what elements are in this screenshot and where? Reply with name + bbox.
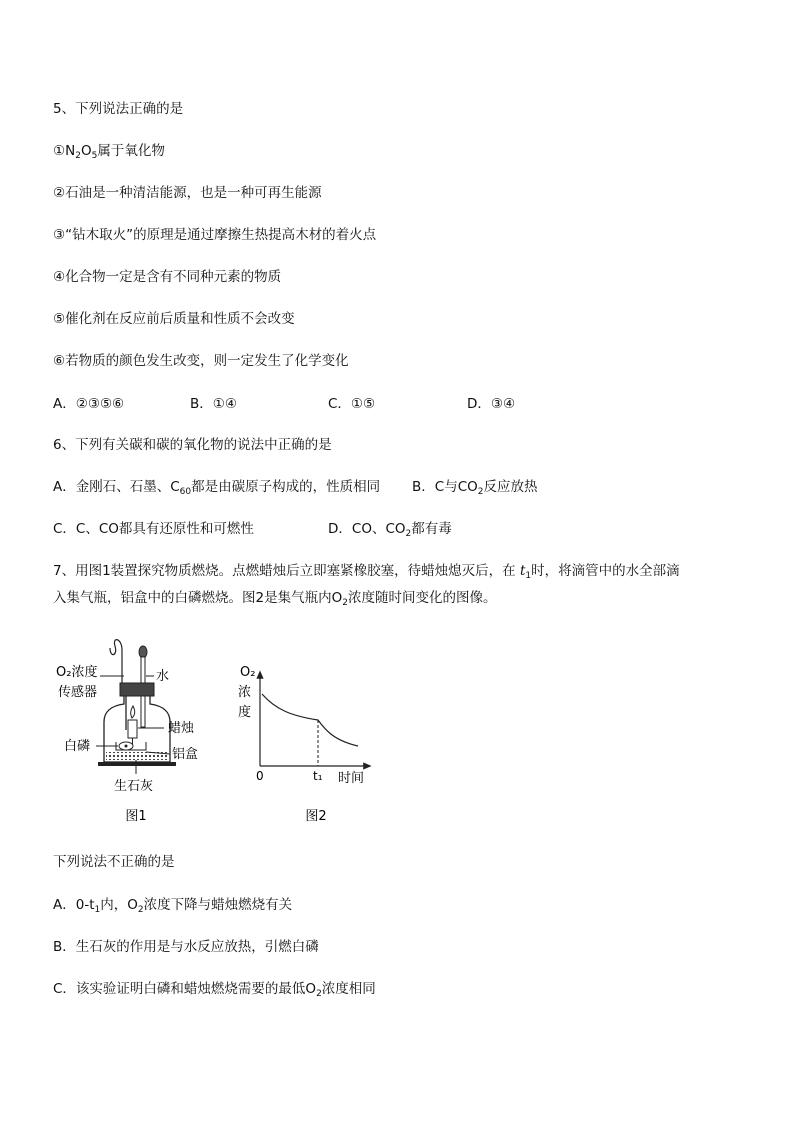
q5-statement-4: ④化合物一定是含有不同种元素的物质 <box>53 269 282 285</box>
q7-stem-line-1: 7、用图1装置探究物质燃烧。点燃蜡烛后立即塞紧橡胶塞，待蜡烛熄灭后，在 $t_1$时，将滴管中的水全部滴 <box>53 563 680 581</box>
y-label-nong: 浓 <box>238 685 252 700</box>
q5-statement-3: ③“钻木取火”的原理是通过摩擦生热提高木材的着火点 <box>53 227 377 243</box>
label-candle: 蜡烛 <box>168 721 195 736</box>
q7-sub-stem: 下列说法不正确的是 <box>53 854 175 870</box>
candle-flame-icon <box>131 706 135 718</box>
q6-stem: 6、下列有关碳和碳的氧化物的说法中正确的是 <box>53 437 332 453</box>
q6-option-d: D．CO、$CO_2$都有毒 <box>328 521 452 539</box>
label-aluminum-box: 铝盒 <box>172 747 199 762</box>
q6-option-c: C．C、CO都具有还原性和可燃性 <box>53 521 254 537</box>
q5-statement-6: ⑥若物质的颜色发生改变，则一定发生了化学变化 <box>53 353 349 369</box>
o2-curve <box>262 694 358 746</box>
figure-1-caption: 图1 <box>125 809 147 824</box>
figure-2-graph <box>232 656 380 828</box>
x-label-time: 时间 <box>338 771 365 786</box>
rubber-stopper <box>120 683 154 696</box>
y-label-du: 度 <box>238 705 252 720</box>
label-sensor: 传感器 <box>58 685 98 700</box>
phosphorus-dot <box>125 745 128 748</box>
candle <box>128 720 137 738</box>
figure-2-caption: 图2 <box>305 809 327 824</box>
t1-label: t₁ <box>313 769 323 783</box>
figure-1-apparatus <box>52 630 222 828</box>
q5-statement-2: ②石油是一种清洁能源，也是一种可再生能源 <box>53 185 322 201</box>
origin-label: 0 <box>256 769 264 783</box>
q5-statement-1: $①N_2O_5$属于氧化物 <box>53 143 165 161</box>
sensor-wire <box>110 640 122 686</box>
y-label-o2: O₂ <box>240 665 256 680</box>
q5-stem: 5、下列说法正确的是 <box>53 101 184 117</box>
q5-option-d: D．③④ <box>467 396 516 412</box>
q5-option-c: C．①⑤ <box>328 396 376 412</box>
q7-option-c: C．该实验证明白磷和蜡烛燃烧需要的最低$O_2$浓度相同 <box>53 981 376 999</box>
dropper-bulb <box>139 646 147 658</box>
q5-option-b: B．①④ <box>190 396 237 412</box>
label-phosphorus: 白磷 <box>64 739 91 754</box>
base-plate <box>98 762 176 766</box>
label-o2-sensor: O₂浓度 <box>56 665 98 680</box>
label-water: 水 <box>156 669 170 684</box>
q7-stem-line-2: 入集气瓶，铝盒中的白磷燃烧。图2是集气瓶内$O_2$浓度随时间变化的图像。 <box>53 590 497 608</box>
q6-option-b: B．C与$CO_2$反应放热 <box>412 479 538 497</box>
label-quicklime: 生石灰 <box>114 779 154 794</box>
q5-statement-5: ⑤催化剂在反应前后质量和性质不会改变 <box>53 311 295 327</box>
q6-option-a: A．金刚石、石墨、$C_{60}$都是由碳原子构成的，性质相同 <box>53 479 381 497</box>
q5-option-a: A．②③⑤⑥ <box>53 396 125 412</box>
q7-option-b: B．生石灰的作用是与水反应放热，引燃白磷 <box>53 939 319 955</box>
q7-option-a: A．$0-t_1$内，$O_2$浓度下降与蜡烛燃烧有关 <box>53 897 293 915</box>
